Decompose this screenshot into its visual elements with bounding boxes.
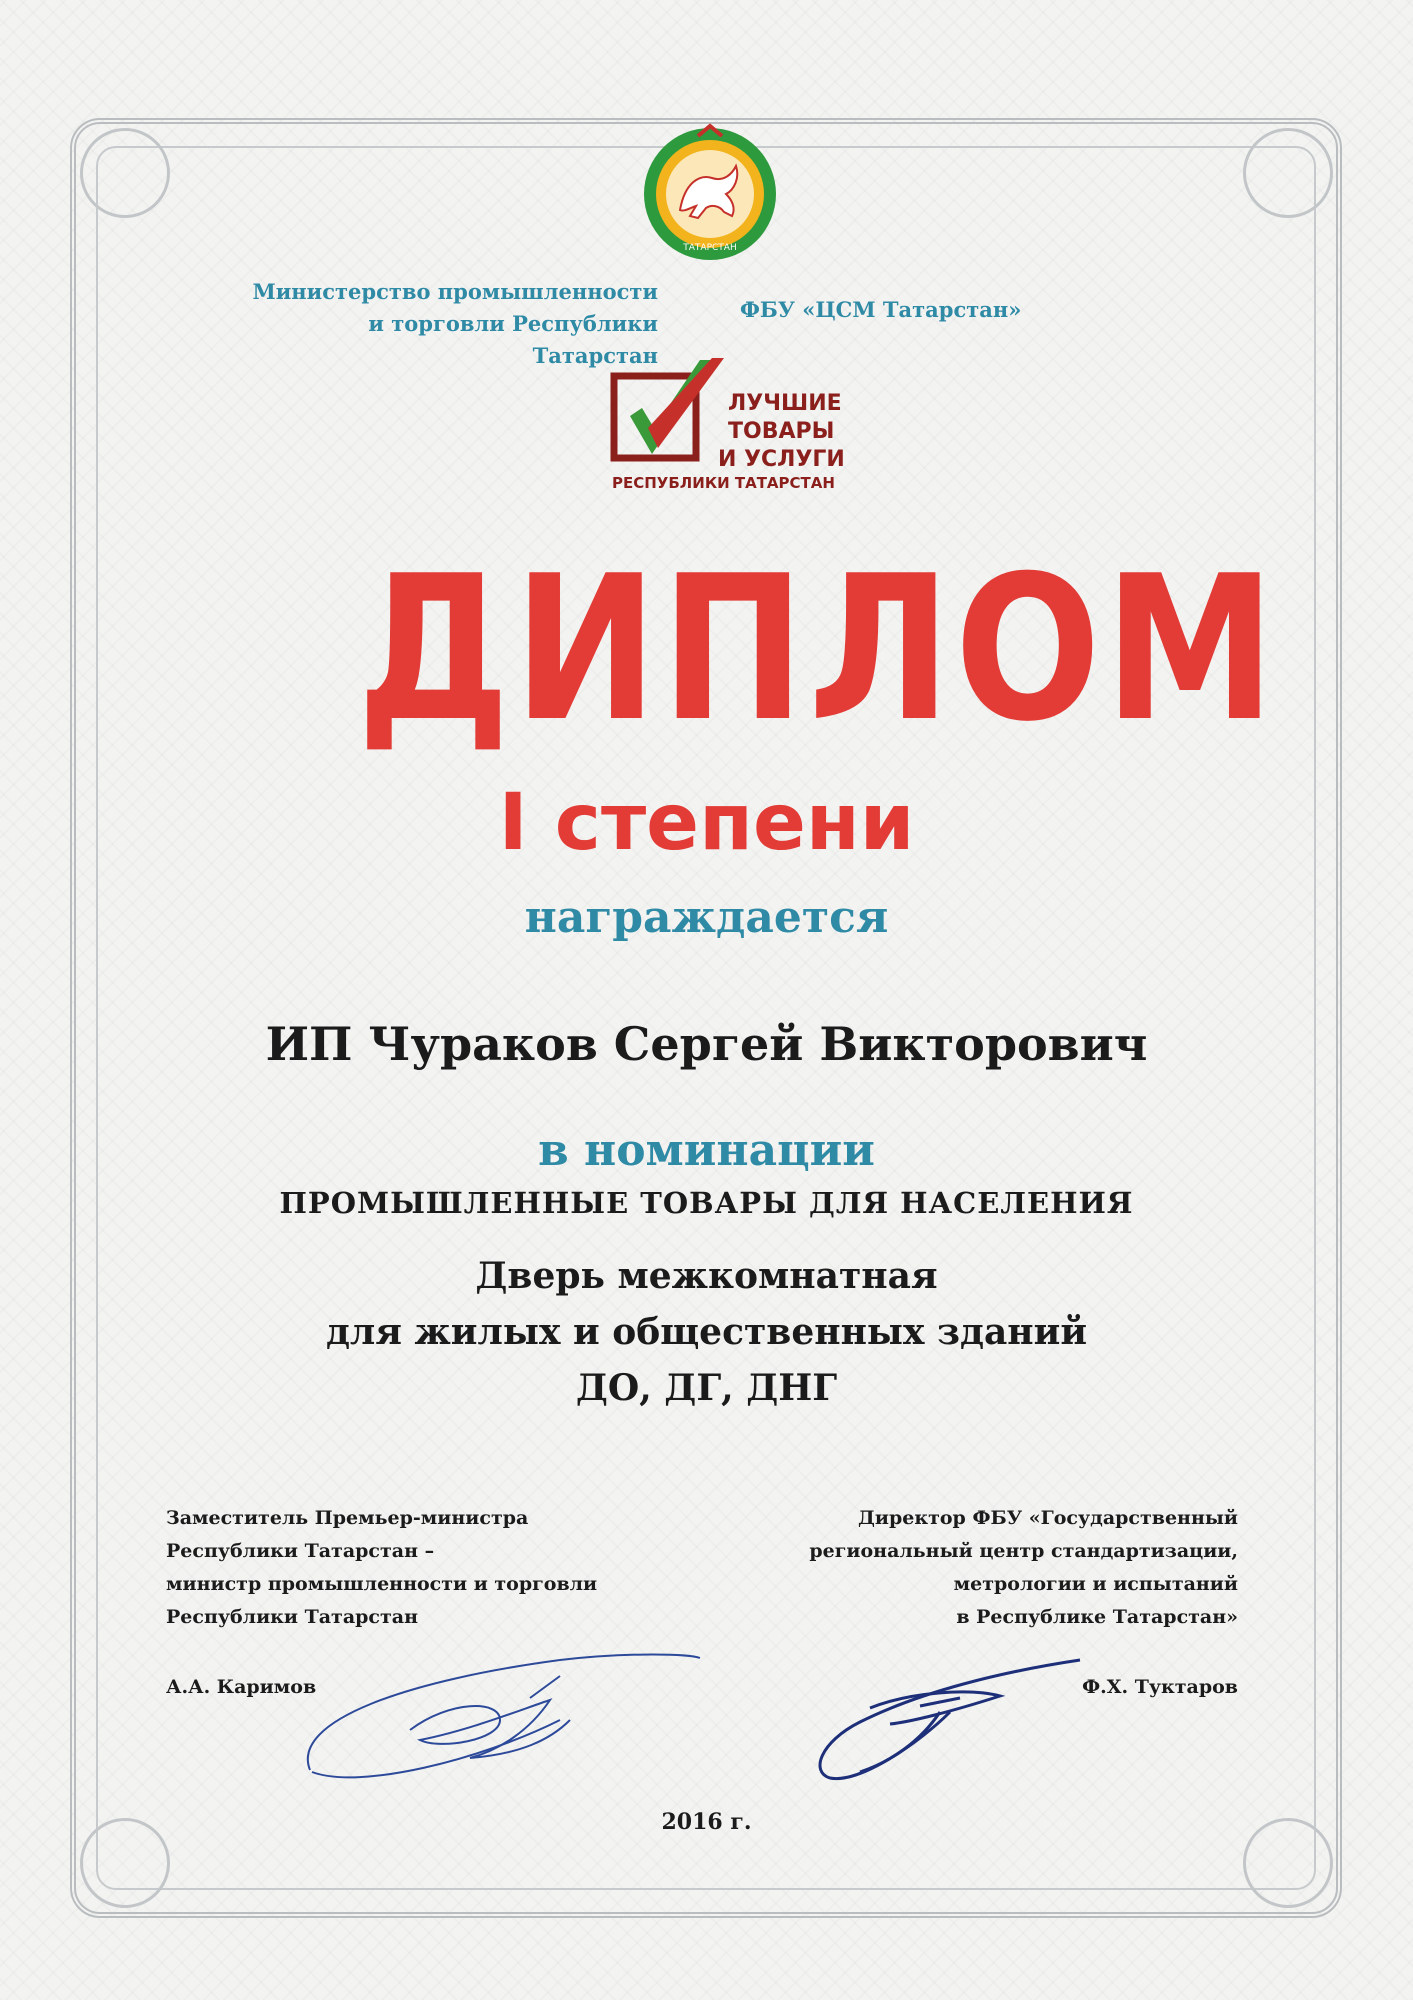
right-title-line: Директор ФБУ «Государственный <box>858 1507 1238 1529</box>
left-signatory-name: А.А. Каримов <box>166 1676 317 1698</box>
nomination-category: ПРОМЫШЛЕННЫЕ ТОВАРЫ ДЛЯ НАСЕЛЕНИЯ <box>279 1186 1134 1220</box>
left-signatory-title <box>166 1502 636 1634</box>
right-title-line: региональный центр стандартизации, <box>809 1540 1238 1562</box>
diploma-year: 2016 г. <box>661 1809 752 1835</box>
fbu-name: ФБУ «ЦСМ Татарстан» <box>740 297 1022 322</box>
recipient-name: ИП Чураков Сергей Викторович <box>265 1017 1148 1071</box>
ministry-name-line1: Министерство промышленности <box>252 279 658 304</box>
left-signature <box>300 1640 720 1800</box>
frame-corner-ornament <box>1243 1818 1333 1908</box>
ministry-name-line2: и торговли Республики Татарстан <box>368 311 658 368</box>
left-title-line: Республики Татарстан – <box>166 1540 435 1562</box>
right-signature <box>800 1652 1090 1792</box>
ministry-name <box>236 276 658 372</box>
brand-line3: И УСЛУГИ <box>718 447 845 472</box>
frame-corner-ornament <box>80 128 170 218</box>
left-title-line: Заместитель Премьер-министра <box>166 1507 529 1529</box>
product-description <box>250 1248 1163 1416</box>
frame-corner-ornament <box>80 1818 170 1908</box>
right-signatory-name: Ф.Х. Туктаров <box>1082 1676 1238 1698</box>
awarded-label: награждается <box>524 892 889 943</box>
best-goods-logo <box>608 358 848 498</box>
brand-line4: РЕСПУБЛИКИ ТАТАРСТАН <box>612 474 835 492</box>
diploma-title: ДИПЛОМ <box>356 533 1279 766</box>
right-title-line: в Республике Татарстан» <box>956 1606 1238 1628</box>
left-title-line: министр промышленности и торговли <box>166 1573 598 1595</box>
left-title-line: Республики Татарстан <box>166 1606 418 1628</box>
tatarstan-emblem-icon <box>640 122 780 262</box>
diploma-degree: I степени <box>498 778 915 868</box>
svg-text:ТАТАРСТАН: ТАТАРСТАН <box>683 243 737 253</box>
brand-line1: ЛУЧШИЕ <box>728 391 842 416</box>
brand-line2: ТОВАРЫ <box>728 419 835 444</box>
product-line3: ДО, ДГ, ДНГ <box>575 1367 838 1409</box>
product-line2: для жилых и общественных зданий <box>325 1311 1088 1353</box>
nomination-label: в номинации <box>538 1125 875 1176</box>
frame-corner-ornament <box>1243 128 1333 218</box>
product-line1: Дверь межкомнатная <box>475 1255 938 1297</box>
right-title-line: метрологии и испытаний <box>953 1573 1238 1595</box>
right-signatory-title <box>770 1502 1238 1634</box>
